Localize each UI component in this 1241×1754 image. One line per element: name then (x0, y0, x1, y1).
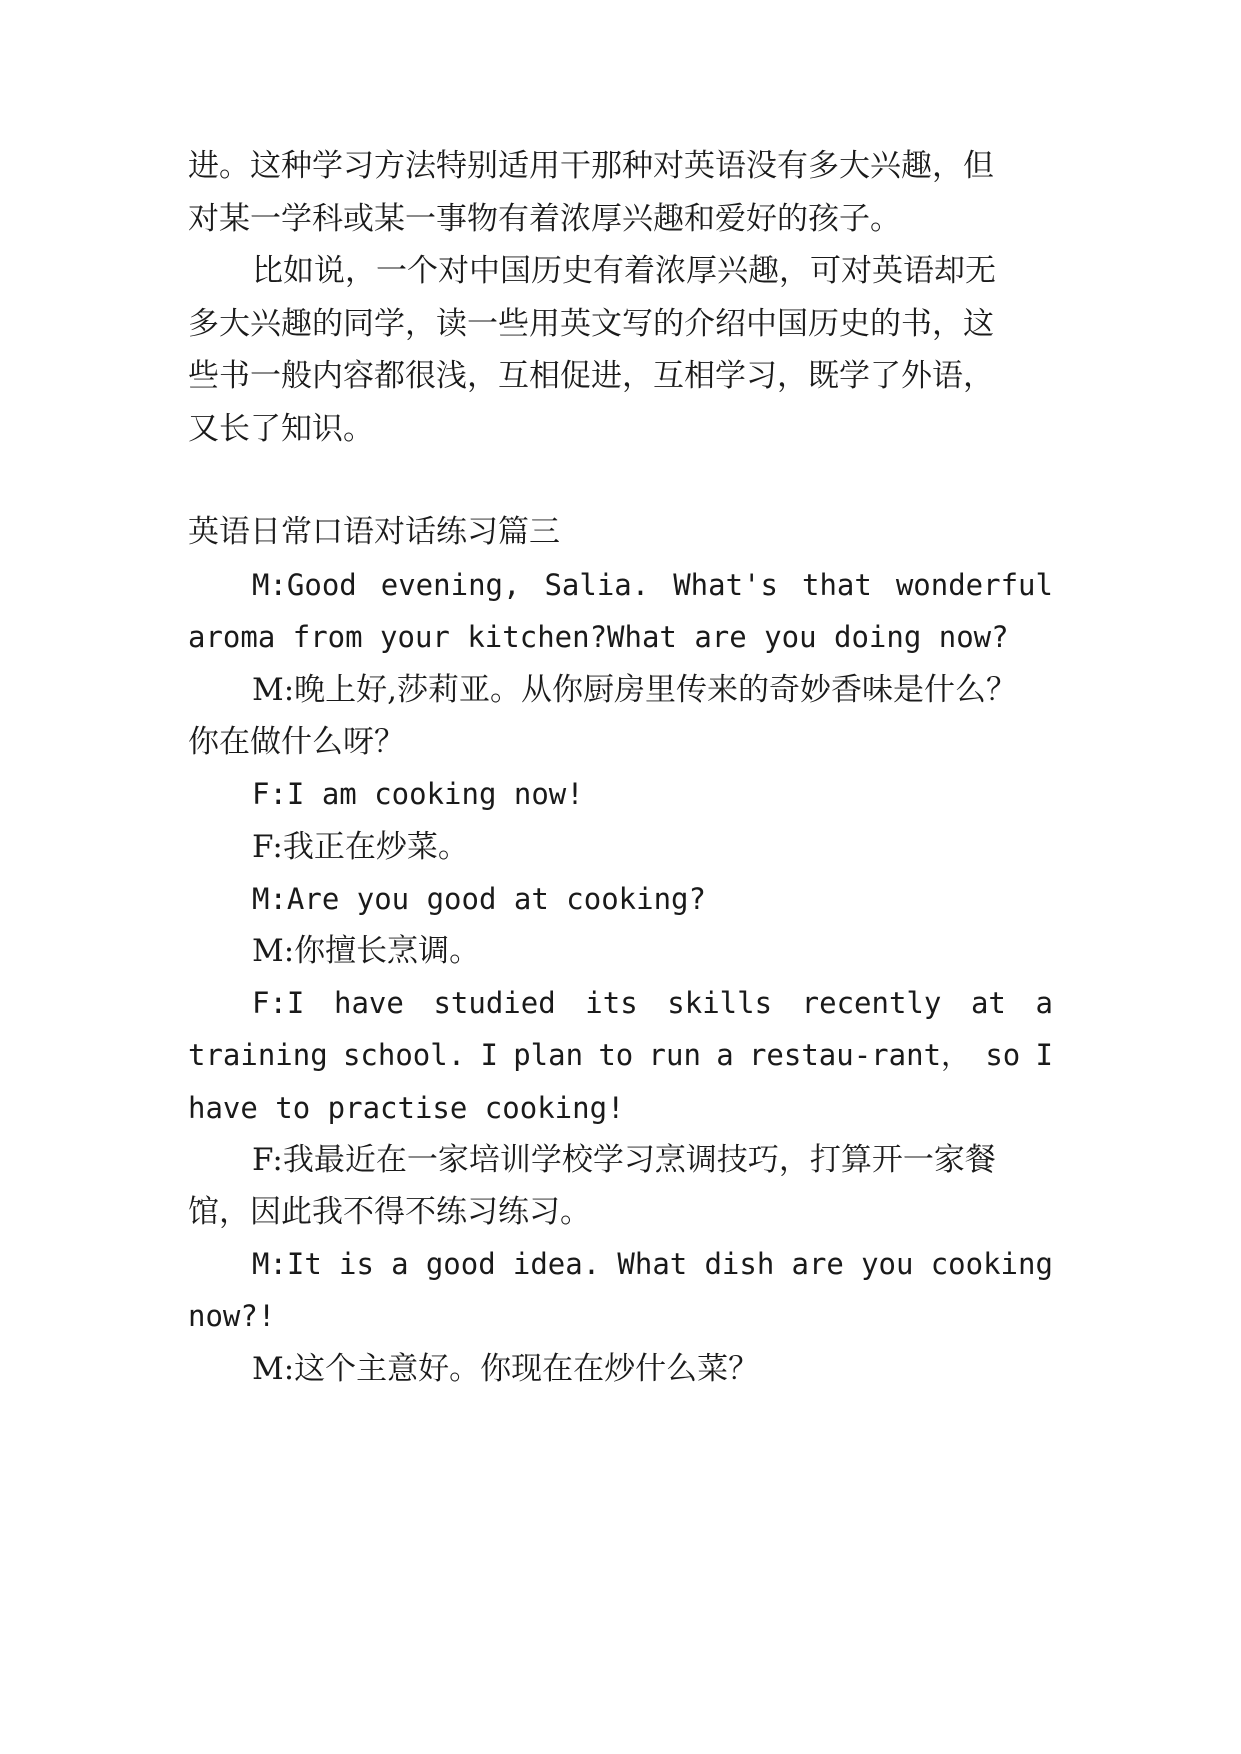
dialogue-line: M:你擅长烹调。 (252, 933, 481, 969)
dialogue-line: now?! (188, 1299, 276, 1333)
dialogue-word: good (425, 1247, 496, 1281)
paragraph-line: 多大兴趣的同学，读一些用英文写的介绍中国历史的书，这 (188, 306, 994, 342)
dialogue-word: cooking (930, 1247, 1053, 1281)
dialogue-word: F:I (252, 986, 305, 1020)
dialogue-word: at (970, 986, 1006, 1020)
dialogue-line: aroma from your kitchen?What are you doing now? (188, 620, 1009, 654)
dialogue-word: What (617, 1247, 688, 1281)
dialogue-word: that (801, 568, 872, 602)
dialogue-line: M:Are you good at cooking? (252, 882, 706, 916)
paragraph-line: 进。这种学习方法特别适用干那种对英语没有多大兴趣，但 (188, 148, 994, 184)
dialogue-word: training (188, 1038, 328, 1072)
dialogue-line (252, 565, 1053, 605)
dialogue-line: F:I am cooking now! (252, 777, 584, 811)
dialogue-line: F:我最近在一家培训学校学习烹调技巧，打算开一家餐 (252, 1142, 996, 1178)
dialogue-line: F:我正在炒菜。 (252, 829, 469, 865)
dialogue-word: restau-rant， (748, 1038, 971, 1072)
dialogue-word: plan (513, 1038, 584, 1072)
dialogue-word: is (339, 1247, 374, 1281)
dialogue-word: a (1035, 986, 1053, 1020)
dialogue-word: school. (342, 1038, 466, 1072)
dialogue-word: evening, (380, 568, 521, 602)
dialogue-word: are (791, 1247, 844, 1281)
dialogue-word: run (648, 1038, 701, 1072)
dialogue-word: recently (801, 986, 942, 1020)
dialogue-word: M:It (252, 1247, 322, 1281)
dialogue-word: a (716, 1038, 734, 1072)
dialogue-word: I (480, 1038, 498, 1072)
section-title: 英语日常口语对话练习篇三 (188, 514, 560, 550)
dialogue-word: its (585, 986, 638, 1020)
dialogue-word: dish (704, 1247, 775, 1281)
dialogue-word: skills (667, 986, 773, 1020)
dialogue-word: idea. (512, 1247, 601, 1281)
dialogue-line (252, 1244, 1053, 1284)
dialogue-word: M:Good (252, 568, 357, 602)
dialogue-line (188, 1035, 1053, 1075)
dialogue-word: have (334, 986, 404, 1020)
paragraph-line: 对某一学科或某一事物有着浓厚兴趣和爱好的孩子。 (188, 201, 901, 237)
dialogue-line: M:晚上好,莎莉亚。从你厨房里传来的奇妙香味是什么？ (252, 672, 1018, 708)
dialogue-word: What's (673, 568, 778, 602)
dialogue-word: Salia. (544, 568, 650, 602)
dialogue-line: have to practise cooking! (188, 1091, 625, 1125)
dialogue-word: you (861, 1247, 914, 1281)
dialogue-word: wonderful (895, 568, 1053, 602)
dialogue-line (252, 983, 1053, 1023)
dialogue-line: M:这个主意好。你现在在炒什么菜？ (252, 1351, 760, 1387)
dialogue-word: studied (433, 986, 556, 1020)
dialogue-word: I (1035, 1038, 1053, 1072)
dialogue-word: to (598, 1038, 634, 1072)
paragraph-line: 比如说，一个对中国历史有着浓厚兴趣，可对英语却无 (252, 253, 996, 289)
paragraph-line: 又长了知识。 (188, 411, 374, 447)
dialogue-line: 你在做什么呀？ (188, 724, 405, 760)
dialogue-line: 馆，因此我不得不练习练习。 (188, 1194, 591, 1230)
paragraph-line: 些书一般内容都很浅，互相促进，互相学习，既学了外语， (188, 358, 994, 394)
dialogue-word: a (391, 1247, 409, 1281)
dialogue-word: so (985, 1038, 1021, 1072)
